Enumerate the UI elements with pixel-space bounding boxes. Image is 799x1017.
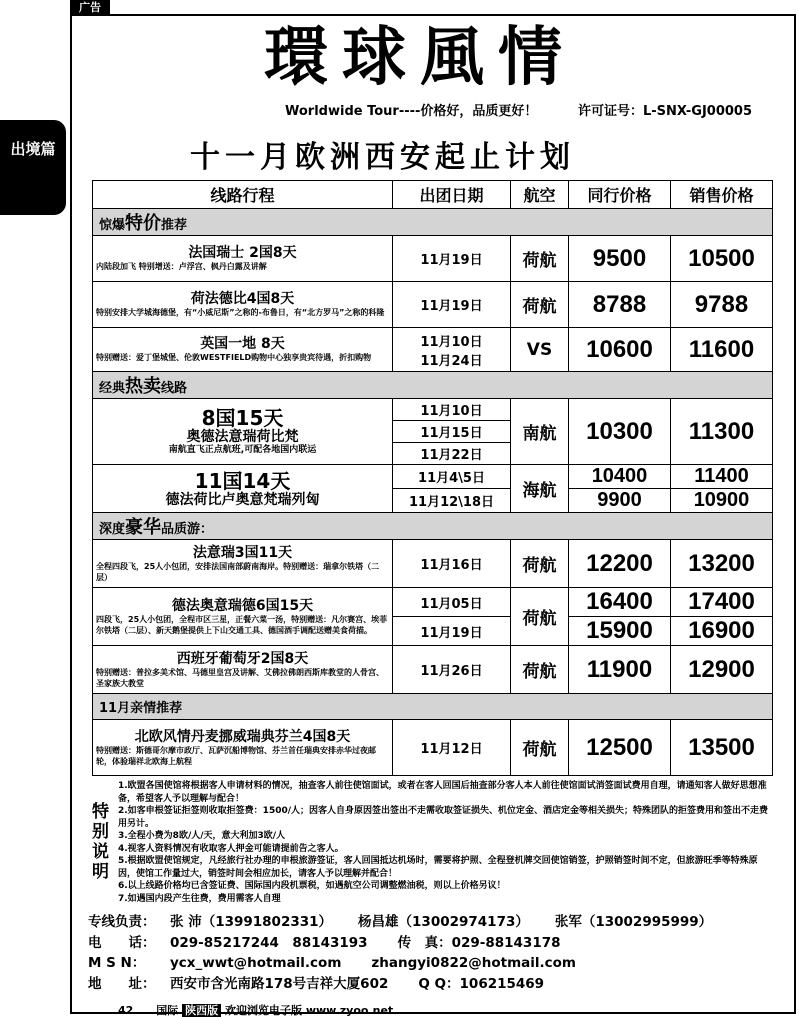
msn-address[interactable]: zhangyi0822@hotmail.com	[371, 955, 577, 971]
airline: 荷航	[511, 646, 569, 694]
header-airline: 航空	[511, 181, 569, 209]
route-name: 北欧风情丹麦挪威瑞典芬兰4国8天	[134, 728, 351, 745]
retail-price: 10900	[671, 489, 773, 513]
departure-date: 11月05日	[393, 588, 511, 617]
route-note: 南航直飞正点航班,可配各地国内联运	[168, 445, 317, 455]
address-row: 地 址： 西安市含光南路178号吉祥大厦602 Q Q：106215469	[88, 975, 545, 992]
footer-section: 国际	[156, 1004, 179, 1017]
trade-price: 10300	[569, 399, 671, 465]
departure-date: 11月16日	[393, 540, 511, 588]
table-row	[93, 328, 773, 372]
departure-date: 11月10日	[393, 399, 511, 421]
table-header-row	[93, 181, 773, 209]
footer-link[interactable]: 欢迎浏览电子版 www.zyoo.net	[224, 1004, 394, 1017]
notes-list	[118, 780, 773, 905]
departure-date: 11月12日	[393, 720, 511, 776]
table-row	[93, 399, 773, 421]
departure-date: 11月26日	[393, 646, 511, 694]
table-row	[93, 646, 773, 694]
trade-price: 16400	[569, 588, 671, 617]
header-route: 线路行程	[93, 181, 393, 209]
departure-date: 11月4\5日	[393, 465, 511, 489]
departure-date: 11月15日	[393, 421, 511, 443]
departure-date: 11月19日	[393, 282, 511, 328]
trade-price: 10400	[569, 465, 671, 489]
page-footer	[118, 1002, 393, 1017]
trade-price: 10600	[569, 328, 671, 372]
contact-info	[88, 912, 788, 994]
route-note: 特别赠送：爱丁堡城堡、伦敦WESTFIELD购物中心独享贵宾待遇，折扣购物	[96, 353, 372, 362]
trade-price: 12200	[569, 540, 671, 588]
route-note: 特别赠送：斯德哥尔摩市政厅、瓦萨沉船博物馆、芬兰首任瑞典安排赤华过夜邮轮，体验瑞祥北欧海上航程	[96, 745, 376, 766]
retail-price: 16900	[671, 617, 773, 646]
manager-contact: 张 沛（13991802331）	[170, 914, 333, 930]
trade-price: 15900	[569, 617, 671, 646]
section-header: 深度豪华品质游：	[93, 513, 773, 540]
address: 西安市含光南路178号吉祥大厦602	[170, 975, 389, 992]
section-header: 11月亲情推荐	[93, 694, 773, 720]
route-name: 英国一地 8天	[200, 336, 285, 352]
qq-number: 106215469	[459, 975, 545, 992]
route-name: 11国14天	[194, 468, 291, 493]
retail-price: 11600	[671, 328, 773, 372]
manager-contact: 张军（13002995999）	[554, 914, 713, 930]
section-tab-outbound: 出境篇	[0, 120, 66, 215]
retail-price: 17400	[671, 588, 773, 617]
departure-date: 11月19日	[393, 617, 511, 646]
header-trade-price: 同行价格	[569, 181, 671, 209]
section-header: 惊爆特价推荐	[93, 209, 773, 236]
route-note: 全程四段飞，25人小包团，安排法国南部蔚南海岸。特别赠送：瑞拿尔铁塔（二层）	[96, 561, 380, 582]
list-item: 1.欧盟各国使馆将根据客人申请材料的情况，抽查客人前往使馆面试，或者在客人回国后抽查部分客人本人前往使馆面试消签面试费用自理，请通知客人做好思想准备，希望客人予以理解与配合！	[118, 781, 767, 804]
list-item: 4.视客人资料情况有收取客人押金可能请提前告之客人。	[118, 843, 344, 854]
retail-price: 10500	[671, 236, 773, 282]
ad-tag: 广告	[70, 0, 110, 16]
route-note: 内陆段加飞 特别增送：卢浮宫、枫丹白露及讲解	[96, 262, 267, 271]
table-row	[93, 540, 773, 588]
slogan: Worldwide Tour----价格好，品质更好！	[285, 104, 538, 119]
managers-row: 专线负责： 张 沛（13991802331） 杨昌雄（13002974173） 张军（13002995999）	[88, 914, 713, 930]
header-date: 出团日期	[393, 181, 511, 209]
airline: 荷航	[511, 588, 569, 646]
route-note: 特别赠送：普拉多美术馆、马德里皇宫及讲解、艾佛拉佛朗西斯库教堂的人骨宫、圣家族大教堂	[96, 667, 384, 688]
phone-number[interactable]: 029-85217244 88143193	[170, 934, 368, 951]
departure-date: 11月22日	[393, 443, 511, 465]
table-row	[93, 720, 773, 776]
routes-table	[92, 180, 773, 776]
route-note: 特别安排大学城海德堡，有“小威尼斯”之称的-布鲁日，有“北方罗马”之称的科隆	[96, 308, 385, 317]
fax-number: 029-88143178	[451, 934, 561, 951]
page-number: 42	[118, 1004, 134, 1017]
edition-badge: 陕西版	[182, 1004, 221, 1017]
route-name: 8国15天	[201, 406, 284, 430]
page-headline: 十一月欧洲西安起止计划	[190, 140, 575, 175]
msn-address[interactable]: ycx_wwt@hotmail.com	[170, 955, 342, 971]
msn-row: M S N： ycx_wwt@hotmail.com zhangyi0822@hotmail.com	[88, 955, 577, 971]
retail-price: 11400	[671, 465, 773, 489]
airline: 海航	[511, 465, 569, 513]
route-countries: 德法荷比卢奥意梵瑞列匈	[165, 491, 320, 508]
table-row	[93, 465, 773, 489]
route-note: 四段飞，25人小包团，全程市区三星，正餐六菜一汤，特别赠送：凡尔赛宫、埃菲尔铁塔（二层）、新天鹅堡提供上下山交通工具、德国酒手调配送赠美食荷描。	[96, 614, 388, 635]
airline: 荷航	[511, 282, 569, 328]
section-header: 经典热卖线路	[93, 372, 773, 399]
table-row	[93, 236, 773, 282]
trade-price: 9500	[569, 236, 671, 282]
route-name: 法意瑞3国11天	[192, 544, 293, 561]
departure-dates: 11月10日 11月24日	[393, 328, 511, 372]
route-name: 法国瑞士 2国8天	[188, 245, 297, 261]
route-name: 西班牙葡萄牙2国8天	[176, 650, 309, 667]
list-item: 7.如遇国内段产生往费，费用需客人自理	[118, 893, 281, 904]
list-item: 5.根据欧盟使馆规定，凡经旅行社办理的申根旅游签证，客人回国抵达机场时，需要将护照、全程登机牌交回使馆销签，护照销签时间不定，但旅游旺季等特殊原因，使馆工作量过大，销签时间会相应加长，请客人予以理解并配合！	[118, 856, 758, 879]
airline: 南航	[511, 399, 569, 465]
airline: 荷航	[511, 236, 569, 282]
airline: VS	[511, 328, 569, 372]
retail-price: 11300	[671, 399, 773, 465]
departure-date: 11月12\18日	[393, 489, 511, 513]
list-item: 3.全程小费为8欧/人/天，意大利加3欧/人	[118, 831, 286, 841]
brand-title: 環球風情	[264, 20, 576, 95]
route-name: 德法奥意瑞德6国15天	[171, 597, 314, 614]
table-row	[93, 588, 773, 617]
trade-price: 9900	[569, 489, 671, 513]
license-number: 许可证号：L-SNX-GJ00005	[578, 104, 753, 119]
route-countries: 奥德法意瑞荷比梵	[186, 429, 299, 445]
retail-price: 13500	[671, 720, 773, 776]
trade-price: 11900	[569, 646, 671, 694]
phone-row: 电 话： 029-85217244 88143193 传 真：029-88143178	[88, 934, 561, 951]
airline: 荷航	[511, 540, 569, 588]
table-row	[93, 282, 773, 328]
trade-price: 12500	[569, 720, 671, 776]
retail-price: 12900	[671, 646, 773, 694]
departure-date: 11月19日	[393, 236, 511, 282]
list-item: 2.如客申根签证拒签则收取拒签费：1500/人；因客人自身原因签出签出不走需收取签证损失、机位定金、酒店定金等相关损失；特殊团队的拒签费用和签出不走费用另计。	[118, 806, 769, 829]
retail-price: 9788	[671, 282, 773, 328]
list-item: 6.以上线路价格均已含签证费、国际国内段机票税，如遇航空公司调整燃油税，则以上价格另议！	[118, 881, 506, 891]
airline: 荷航	[511, 720, 569, 776]
manager-contact: 杨昌雄（13002974173）	[358, 914, 529, 930]
trade-price: 8788	[569, 282, 671, 328]
retail-price: 13200	[671, 540, 773, 588]
notes-title: 特别说明	[92, 802, 109, 882]
route-name: 荷法德比4国8天	[190, 291, 295, 307]
header-retail-price: 销售价格	[671, 181, 773, 209]
